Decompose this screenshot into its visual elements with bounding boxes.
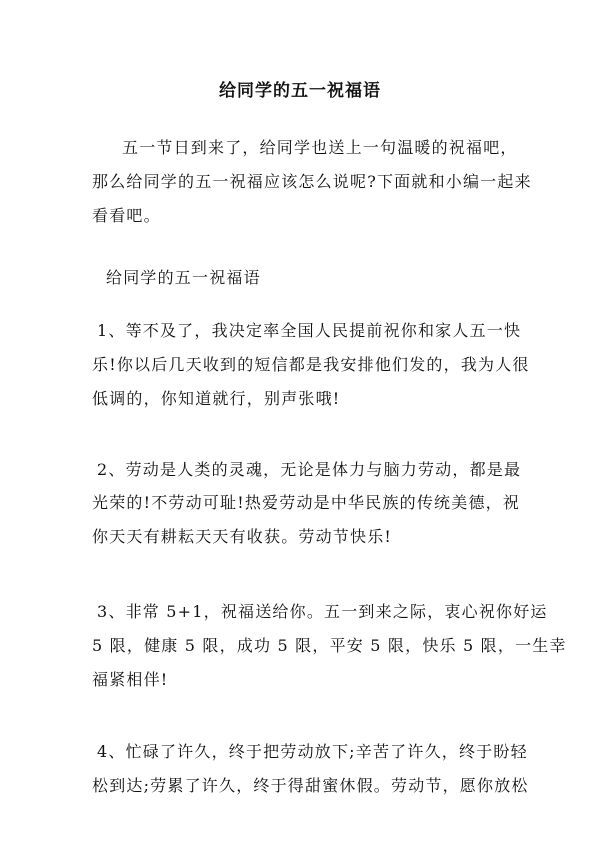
text-line: 4、忙碌了许久，终于把劳动放下;辛苦了许久，终于盼轻 — [97, 742, 528, 761]
text-line: 松到达;劳累了许久，终于得甜蜜休假。劳动节，愿你放松 — [92, 776, 529, 795]
text-line: 3、非常 5+1，祝福送给你。五一到来之际，衷心祝你好运 — [97, 602, 548, 621]
text-line: 五一节日到来了，给同学也送上一句温暖的祝福吧， — [122, 138, 518, 157]
text-line: 光荣的!不劳动可耻!热爱劳动是中华民族的传统美德，祝 — [92, 493, 521, 512]
section-heading: 给同学的五一祝福语 — [106, 268, 261, 287]
text-line: 看看吧。 — [92, 206, 161, 225]
text-line: 福紧相伴! — [92, 670, 169, 689]
text-line: 低调的，你知道就行，别声张哦! — [92, 389, 341, 408]
text-line: 1、等不及了，我决定率全国人民提前祝你和家人五一快 — [97, 321, 522, 340]
text-line: 乐!你以后几天收到的短信都是我安排他们发的，我为人很 — [92, 355, 530, 374]
text-line: 那么给同学的五一祝福应该怎么说呢?下面就和小编一起来 — [92, 172, 532, 191]
text-line: 5 限，健康 5 限，成功 5 限，平安 5 限，快乐 5 限，一生幸 — [92, 636, 567, 655]
text-line: 你天天有耕耘天天有收获。劳动节快乐! — [92, 527, 393, 546]
document-title: 给同学的五一祝福语 — [219, 81, 381, 101]
text-line: 2、劳动是人类的灵魂，无论是体力与脑力劳动，都是最 — [97, 460, 522, 479]
